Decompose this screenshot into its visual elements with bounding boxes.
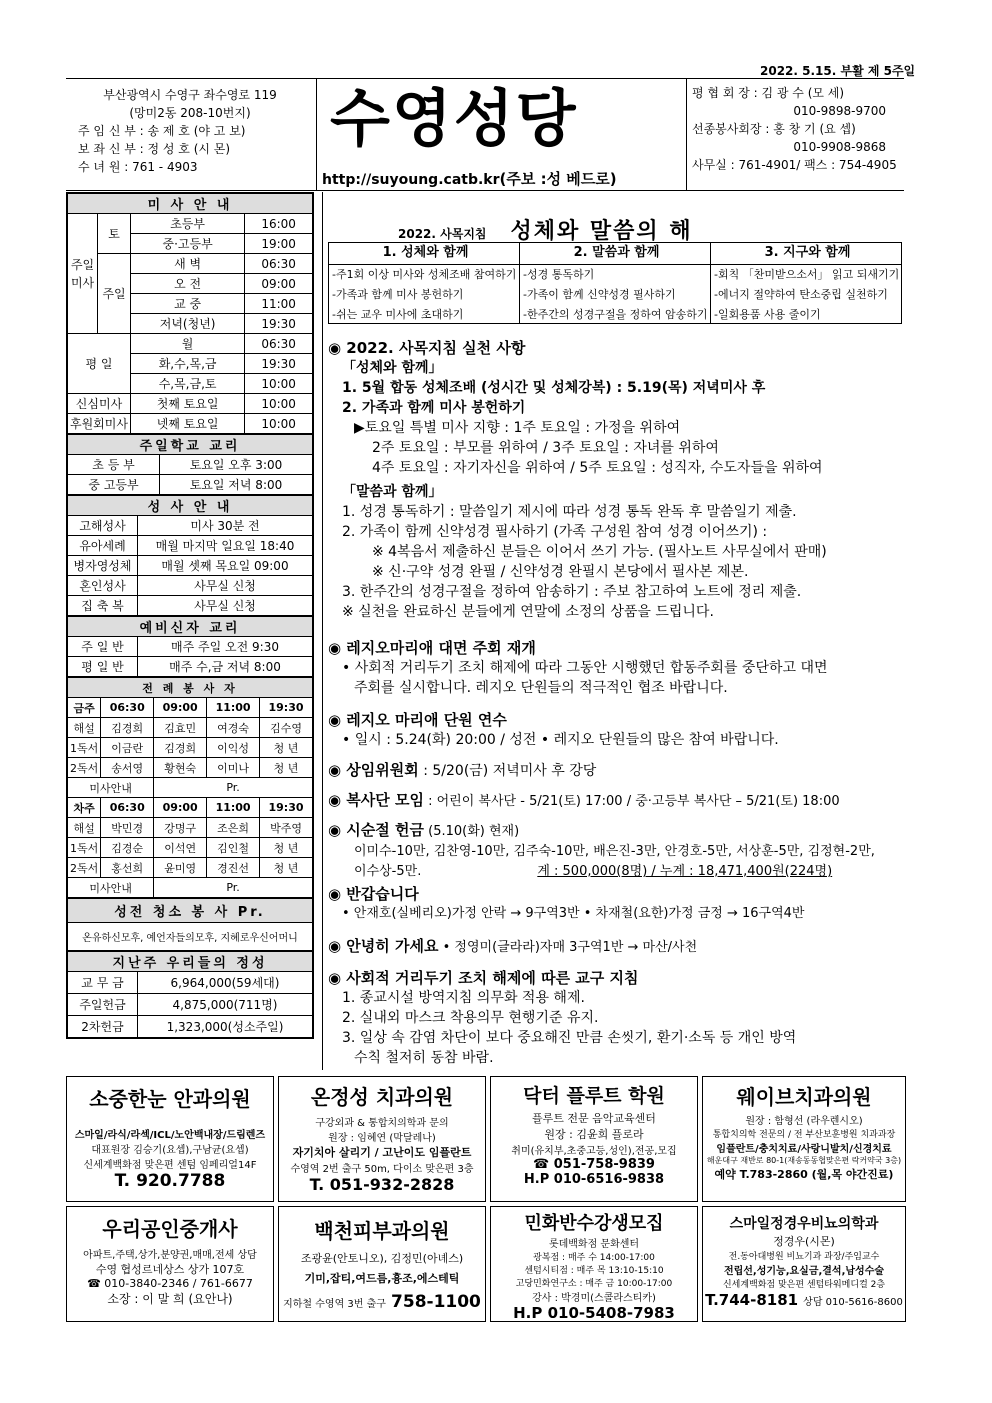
weekday-label: 평 일 [68, 334, 131, 394]
staff-line: 보 좌 신 부 : 정 성 호 (시 몬) [78, 142, 231, 156]
sacrament-table: 성 사 안 내 고해성사 미사 30분 전 유아세례 매월 마지막 일요일 18:40 병자영성체 매월 셋째 목요일 09:00 혼인성사 사무실 신청 집 축 복 사무실 신청 [67, 495, 313, 616]
school-table: 주일학교 교리 초 등 부 토요일 오후 3:00 중 고등부 토요일 저녁 8:00 [67, 434, 313, 495]
council-line: 선종봉사회장 : 홍 창 기 (요 셉) [692, 122, 856, 136]
diocese-guide-section: ◉ 사회적 거리두기 조치 해제에 따른 교구 지침 1. 종교시설 방역지침 의무화 적용 해제. 2. 실내외 마스크 착용의무 현행기준 유지. 3. 일상 속 감염 차단이 보다 중요해진 만큼 손씻기, 환기·소독 등 개인 방역 수칙 철저히 동참 바람. [328, 969, 797, 1066]
mass-title: 미 사 안 내 [68, 194, 313, 214]
farewell-section: ◉ 안녕히 가세요 • 정영미(글라라)자매 3구역1반 → 마산/사천 [328, 937, 698, 955]
ad-eye-clinic: 소중한눈 안과의원 스마일/라식/라섹/ICL/노안백내장/드림렌즈 대표원장 김승기(요셉),구남균(요셉) 신세계백화점 맞은편 센텀 임페리얼14F T. 920.7788 [66, 1076, 274, 1202]
goal-column: 2. 말씀과 함께 -성경 통독하기 -가족이 함께 신약성경 필사하기 -한주간의 성경구절을 정하여 암송하기 [520, 243, 711, 323]
staff-line: 주 임 신 부 : 송 제 호 (야 고 보) [78, 124, 246, 138]
issue-date: 2022. 5.15. 부활 제 5주일 [760, 64, 916, 78]
servers-table: 전 례 봉 사 자 금주 06:30 09:00 11:00 19:30 해설 김경희 김효민 여경숙 김수영 1독서 이금란 김경희 이익성 청 년 2독서 송서영 황현숙 이미나 청 년 미사안내 Pr. 차주 06:30 09:00 11:00 19:30 해설 박민경 강명구 조은희 박주영 1독서 김경순 이석연 김인철 청 년 2독서 홍선희 윤미영 경진선 청 년 미사안내 Pr. [67, 677, 313, 898]
ad-dental-2: 웨이브치과의원 원장 : 함형선 (라우렌시오) 통합치의학 전문의 / 전 부산보훈병원 치과과장 임플란트/충치치료/사랑니발치/신경치료 해운대구 재반로 80-1(재송동동협맞은편 락커약국 3층) 예약 T.783-2860 (월,목 야간진료) [702, 1076, 906, 1202]
ad-minhwa-class: 민화반수강생모집 롯데백화점 문화센터 광복점 : 매주 수 14:00-17:00 센텀시티점 : 매주 목 13:10-15:10 고당민화연구소 : 매주 금 10:00-17:00 강사 : 박경미(스콜라스티카) H.P 010-5408-7983 [490, 1206, 698, 1322]
council-info [692, 84, 904, 174]
council-line: 010-9908-9868 [793, 140, 886, 154]
cleaning-table: 성전 청소 봉 사 Pr. 온유하신모후, 예언자들의모후, 지혜로우신어머니 [67, 898, 313, 951]
year-theme: 2022. 사목지침 성체와 말씀의 해 [398, 219, 693, 244]
altar-server-section: ◉ 복사단 모임 : 어린이 복사단 - 5/21(토) 17:00 / 중·고등부 복사단 – 5/21(토) 18:00 [328, 791, 840, 809]
ad-dental-1: 온정성 치과의원 구강외과 & 통합치의학과 문의 원장 : 임혜연 (막달레나) 자기치아 살리기 / 고난이도 임플란트 수영역 2번 출구 50m, 다이소 맞은편 3층 T. 051-932-2828 [278, 1076, 486, 1202]
ad-flute-academy: 닥터 플루트 학원 플루트 전문 음악교육센터 원장 : 김윤희 플로라 취미(유치부,초중고등,성인),전공,모집 ☎ 051-758-9839 H.P 010-6516-9838 [490, 1076, 698, 1202]
church-info [70, 86, 310, 176]
council-line: 평 협 회 장 : 김 광 수 (모 세) [692, 86, 845, 100]
legio-section: ◉ 레지오마리애 대면 주회 재개 • 사회적 거리두기 조치 해제에 따라 그동안 시행했던 합동주회를 중단하고 대면 주회를 실시합니다. 레지오 단원들의 적극적인 협조 바랍니다. [328, 639, 828, 696]
office-contact: 사무실 : 761-4901/ 팩스 : 754-4905 [692, 158, 897, 172]
practice-section: ◉ 2022. 사목지침 실천 사항 「성체와 함께」 1. 5월 합동 성체조배 (성시간 및 성체강복) : 5.19(목) 저녁미사 후 2. 가족과 함께 미사 봉헌하기 ▶토요일 특별 미사 지향 : 1주 토요일 : 가정을 위하여 2주 토요일 : 부모를 위하여 / 3주 토요일 : 자녀를 위하여 4주 토요일 : 자기자신을 위하여 / 5주 토요일 : 성직자, 수도자들을 위하여 「말씀과 함께」 1. 성경 통독하기 : 말씀일기 제시에 따라 성경 통독 완독 후 말씀일기 제출. 2. 가족이 함께 신약성경 필사하기 (가족 구성원 참여 성경 이어쓰기) : ※ 4복음서 제출하신 분들은 이어서 쓰기 가능. (필사노트 사무실에서 판매) ※ 신·구약 성경 완필 / 신약성경 완필시 본당에서 필사본 제본. 3. 한주간의 성경구절을 정하여 암송하기 : 주보 참고하여 노트에 정리 제출. ※ 실천을 완료하신 분들에게 연말에 소정의 상품을 드립니다. [328, 339, 827, 620]
lent-offering-section: ◉ 시순절 헌금 (5.10(화) 현재) 이미수-10만, 김찬영-10만, 김주숙-10만, 배은진-3만, 안경호-5만, 서상훈-5만, 김정현-2만, 이수상-5만. 계 : 500,000(8명) / 누계 : 18,471,400원(224명) [328, 821, 875, 879]
address-line: (망미2동 208-10번지) [129, 106, 251, 120]
committee-section: ◉ 상임위원회 : 5/20(금) 저녁미사 후 강당 [328, 761, 597, 779]
staff-line: 수 녀 원 : 761 - 4903 [78, 160, 198, 174]
catechumen-table: 예비신자 교리 주 일 반 매주 주일 오전 9:30 평 일 반 매주 수,금 저녁 8:00 [67, 616, 313, 677]
ad-dermatology: 백천피부과의원 조광윤(안토니오), 김정민(아녜스) 기미,잡티,여드름,흉조,에스테틱 지하철 수영역 3번 출구 758-1100 [278, 1206, 486, 1322]
church-logo: 수영성당 [330, 82, 578, 155]
welcome-section: ◉ 반갑습니다 • 안재호(실베리오)가정 안락 → 9구역3반 • 차재철(요한)가정 금정 → 16구역4반 [328, 885, 805, 921]
finance-table: 지난주 우리들의 정성 교 무 금 6,964,000(59세대) 주일헌금 4,875,000(711명) 2차헌금 1,323,000(성소주일) [67, 951, 313, 1038]
mass-table: 미 사 안 내 주일미사 토 초등부 16:00 중·고등부 19:00 주일 새 벽 06:30 오 전 09:00 교 중 11:00 저녁(청년) 19:30 평 일 월 06:30 화,수,목,금 19:30 수,목,금,토 10:00 신심미사 첫째 토요일 10:00 후원회미사 넷째 토요일 10:00 [67, 193, 313, 434]
goal-column: 1. 성체와 함께 -주1회 이상 미사와 성체조배 참여하기 -가족과 함께 미사 봉헌하기 -쉬는 교우 미사에 초대하기 [329, 243, 520, 323]
ad-urology: 스마일정경우비뇨의학과 정경우(시몬) 전.동아대병원 비뇨기과 과장/주임교수 전립선,성기능,요실금,결석,남성수술 신세계백화점 맞은편 센텀타워메디컬 2층 T.744-8181 상담 010-5616-8600 [702, 1206, 906, 1322]
address-line: 부산광역시 수영구 좌수영로 119 [103, 88, 277, 102]
church-url[interactable]: http://suyoung.catb.kr(주보 :성 베드로) [322, 170, 617, 188]
legio-training-section: ◉ 레지오 마리애 단원 연수 • 일시 : 5.24(화) 20:00 / 성전 • 레지오 단원들의 많은 참여 바랍니다. [328, 711, 779, 748]
header-top-rule [66, 78, 904, 79]
council-line: 010-9898-9700 [793, 104, 886, 118]
header-bottom-rule [66, 190, 904, 191]
sunday-mass-label: 주일미사 [68, 214, 98, 334]
left-info-column [66, 192, 314, 1039]
ad-realty: 우리공인중개사 아파트,주택,상가,분양권,매매,전세 상담 수영 협성르네상스 상가 107호 ☎ 010-3840-2346 / 761-6677 소장 : 이 말 희 (요안나) [66, 1206, 274, 1322]
pastoral-goals [328, 242, 902, 324]
goal-column: 3. 지구와 함께 -회칙 「찬미받으소서」 읽고 되새기기 -에너지 절약하여 탄소중립 실천하기 -일회용품 사용 줄이기 [711, 243, 901, 323]
